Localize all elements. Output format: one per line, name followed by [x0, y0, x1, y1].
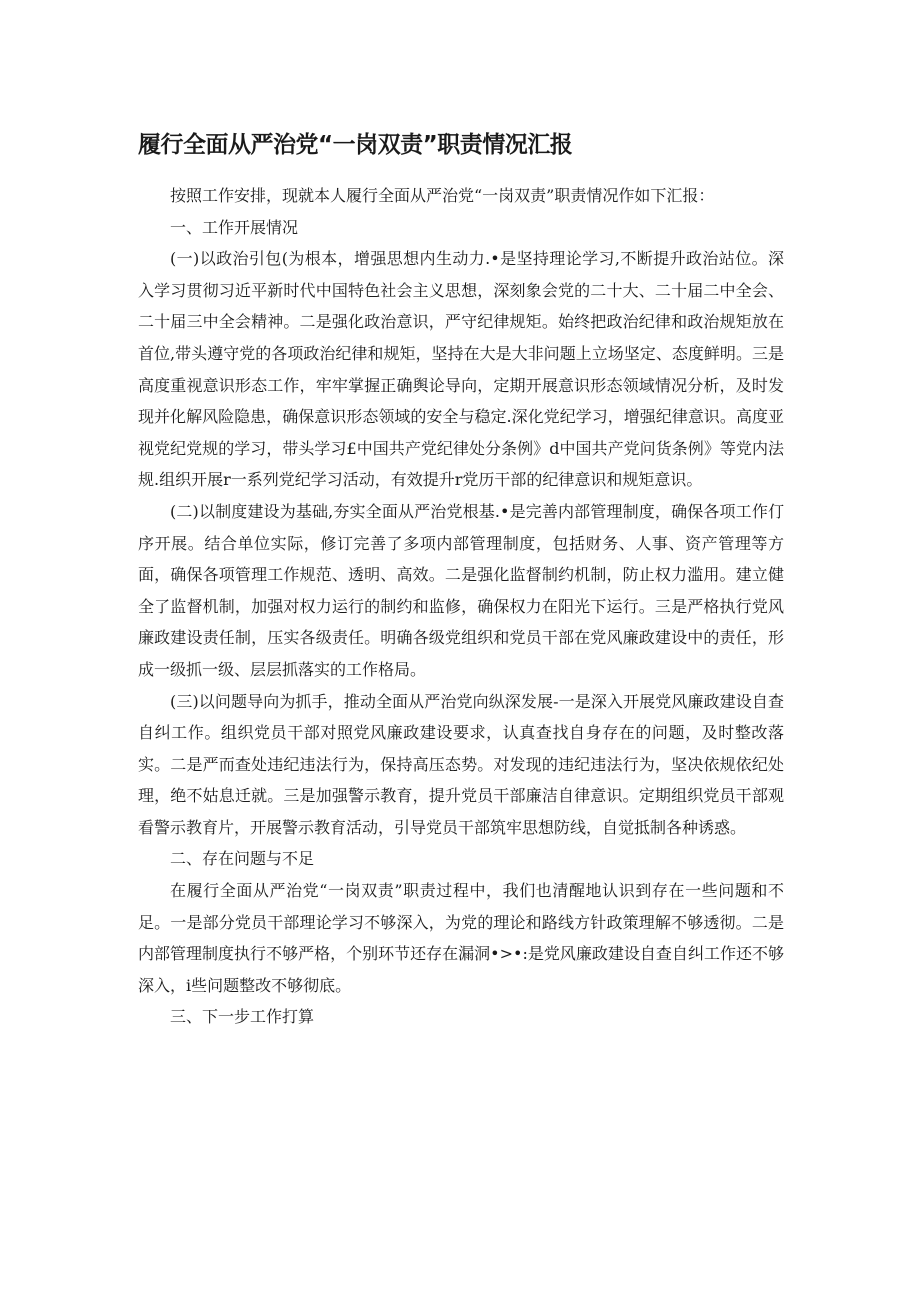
section-heading-1: 一、工作开展情况 — [170, 217, 299, 237]
section-1-paragraph-1: (一)以政治引包(为根本，增强思想内生动力.•是坚持理论学习,不断提升政治站位。深入学习贯彻习近平新时代中国特色社会主义思想，深刻象会党的二十大、二十届二中全会、二十届三中全会精神。二是强化政治意识，严守纪律规矩。始终把政治纪律和政治规矩放在首位,带头遵守党的各项政治纪律和规矩，坚持在大是大非问题上立场坚定、态度鲜明。三是高度重视意识形态工作，牢牢掌握正确舆论导向，定期开展意识形态领域情况分析，及时发现并化解风险隐患，确保意识形态领域的安全与稳定.深化党纪学习，增强纪律意识。高度亚视党纪党规的学习，带头学习£中国共产党纪律处分条例》d中国共产党问货条例》等党内法规.组织开展r一系列党纪学习活动，有效提升r党历干部的纪律意识和规矩意识。 — [138, 249, 784, 490]
section-2-paragraph-1: 在履行全面从严治党“一岗双责”职责过程中，我们也清醒地认识到存在一些问题和不足。一是部分党员干部理论学习不够深入，为党的理论和路线方针政策理解不够透彻。二是内部管理制度执行不够严格，个别环节还存在漏洞•>•:是党风廉政建设自查自纠工作还不够深入，i些问题整改不够彻底。 — [138, 881, 784, 995]
section-1-paragraph-3: (三)以问题导向为抓手，推动全面从严治党向纵深发展-一是深入开展党风廉政建设自查自纠工作。组织党员干部对照党风廉政建设要求，认真查找自身存在的问题，及时整改落实。二是严而查处违纪违法行为，保持高压态势。对发现的违纪违法行为，坚决依规依纪处理，绝不姑息迁就。三是加强警示教育，提升党员干部廉洁自律意识。定期组织党员干部观看警示教育片，开展警示教育活动，引导党员干部筑牢思想防线，自觉抵制各种诱惑。 — [138, 691, 784, 837]
section-1-paragraph-2: (二)以制度建设为基础,夯实全面从严治党根基.•是完善内部管理制度，确保各项工作仃序开展。结合单位实际，修订完善了多项内部管理制度，包括财务、人事、资产管理等方面，确保各项管理工作规范、透明、高效。二是强化监督制约机制，防止权力滥用。建立健全了监督机制，加强对权力运行的制约和监修，确保权力在阳光下运行。三是严格执行党风廉政建设责任制，压实各级责任。明确各级党组织和党员干部在党风廉政建设中的责任，形成一级抓一级、层层抓落实的工作格局。 — [138, 501, 784, 679]
section-heading-3: 三、下一步工作打算 — [170, 1007, 315, 1027]
intro-paragraph: 按照工作安排，现就本人履行全面从严治党“一岗双责”职责情况作如下汇报： — [170, 186, 715, 205]
document-title: 履行全面从严治党“一岗双责”职责情况汇报 — [138, 132, 573, 158]
section-heading-2: 二、存在问题与不足 — [170, 849, 315, 869]
document-body — [138, 180, 784, 1033]
